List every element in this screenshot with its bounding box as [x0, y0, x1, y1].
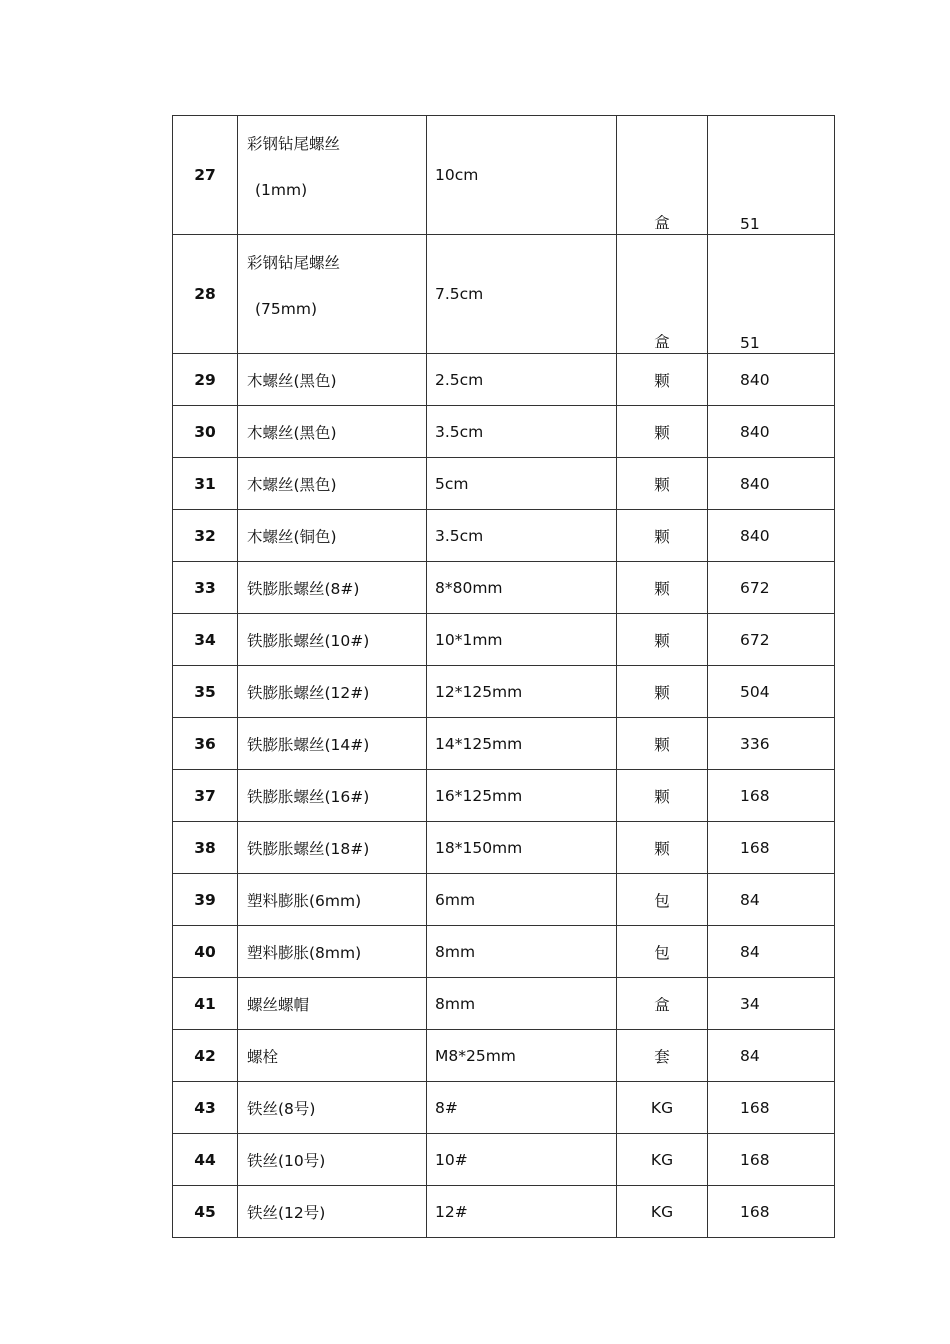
item-spec: 5cm	[427, 458, 617, 510]
item-quantity: 84	[708, 874, 835, 926]
item-number: 35	[173, 666, 238, 718]
item-number: 40	[173, 926, 238, 978]
item-name: 铁膨胀螺丝(18#)	[238, 822, 427, 874]
item-name: 螺丝螺帽	[238, 978, 427, 1030]
item-unit: 套	[617, 1030, 708, 1082]
item-spec: 12#	[427, 1186, 617, 1238]
item-name: 螺栓	[238, 1030, 427, 1082]
table-row	[173, 235, 835, 354]
item-number: 45	[173, 1186, 238, 1238]
item-unit: 盒	[617, 978, 708, 1030]
item-spec: 8mm	[427, 926, 617, 978]
item-unit: KG	[617, 1134, 708, 1186]
table-row	[173, 1134, 835, 1186]
item-number: 34	[173, 614, 238, 666]
item-name-note: (75mm)	[255, 300, 318, 318]
item-number: 36	[173, 718, 238, 770]
item-number: 33	[173, 562, 238, 614]
item-name: 铁膨胀螺丝(14#)	[238, 718, 427, 770]
item-spec: 10cm	[427, 116, 617, 235]
item-quantity: 672	[708, 562, 835, 614]
item-name: 铁膨胀螺丝(12#)	[238, 666, 427, 718]
item-spec: 2.5cm	[427, 354, 617, 406]
item-name-main: 彩钢钻尾螺丝	[247, 254, 341, 272]
item-number: 44	[173, 1134, 238, 1186]
item-quantity: 84	[708, 926, 835, 978]
item-name: 木螺丝(黑色)	[238, 406, 427, 458]
table-row	[173, 406, 835, 458]
item-spec: 10#	[427, 1134, 617, 1186]
item-unit: 包	[617, 926, 708, 978]
item-quantity: 84	[708, 1030, 835, 1082]
item-number: 32	[173, 510, 238, 562]
item-quantity: 168	[708, 770, 835, 822]
item-unit: 颗	[617, 666, 708, 718]
item-unit: 颗	[617, 562, 708, 614]
item-quantity: 168	[708, 1082, 835, 1134]
item-quantity: 51	[708, 235, 835, 354]
table-row	[173, 354, 835, 406]
table-row	[173, 1082, 835, 1134]
item-unit: 盒	[617, 116, 708, 235]
item-name	[238, 235, 427, 354]
item-quantity: 34	[708, 978, 835, 1030]
item-name: 木螺丝(黑色)	[238, 354, 427, 406]
item-unit: 颗	[617, 406, 708, 458]
table-row	[173, 510, 835, 562]
item-quantity: 168	[708, 822, 835, 874]
table-row	[173, 1030, 835, 1082]
item-number: 29	[173, 354, 238, 406]
item-quantity: 504	[708, 666, 835, 718]
item-spec: 12*125mm	[427, 666, 617, 718]
table-row	[173, 458, 835, 510]
item-quantity: 168	[708, 1134, 835, 1186]
item-quantity: 168	[708, 1186, 835, 1238]
table-row	[173, 1186, 835, 1238]
item-unit: 颗	[617, 510, 708, 562]
item-quantity: 51	[708, 116, 835, 235]
table-row	[173, 926, 835, 978]
table-row	[173, 718, 835, 770]
item-unit: 颗	[617, 770, 708, 822]
item-number: 27	[173, 116, 238, 235]
item-quantity: 840	[708, 406, 835, 458]
item-spec: 8mm	[427, 978, 617, 1030]
materials-table	[172, 115, 835, 1238]
item-quantity: 672	[708, 614, 835, 666]
item-unit: 颗	[617, 614, 708, 666]
item-quantity: 840	[708, 458, 835, 510]
item-quantity: 336	[708, 718, 835, 770]
item-unit: 颗	[617, 354, 708, 406]
item-name: 铁膨胀螺丝(16#)	[238, 770, 427, 822]
item-number: 37	[173, 770, 238, 822]
table-row	[173, 978, 835, 1030]
item-number: 39	[173, 874, 238, 926]
item-spec: 18*150mm	[427, 822, 617, 874]
item-name: 铁丝(12号)	[238, 1186, 427, 1238]
item-spec: 16*125mm	[427, 770, 617, 822]
item-unit: 颗	[617, 458, 708, 510]
item-spec: M8*25mm	[427, 1030, 617, 1082]
item-number: 31	[173, 458, 238, 510]
item-number: 30	[173, 406, 238, 458]
item-spec: 6mm	[427, 874, 617, 926]
item-name: 铁丝(10号)	[238, 1134, 427, 1186]
table-row	[173, 822, 835, 874]
item-unit: 盒	[617, 235, 708, 354]
item-quantity: 840	[708, 510, 835, 562]
item-name-note: (1mm)	[255, 181, 308, 199]
item-spec: 8#	[427, 1082, 617, 1134]
item-spec: 3.5cm	[427, 510, 617, 562]
table-row	[173, 562, 835, 614]
table-row	[173, 614, 835, 666]
item-spec: 14*125mm	[427, 718, 617, 770]
item-unit: KG	[617, 1186, 708, 1238]
item-unit: KG	[617, 1082, 708, 1134]
item-number: 43	[173, 1082, 238, 1134]
item-unit: 包	[617, 874, 708, 926]
item-name: 铁膨胀螺丝(8#)	[238, 562, 427, 614]
item-number: 38	[173, 822, 238, 874]
table-row	[173, 770, 835, 822]
item-name: 铁丝(8号)	[238, 1082, 427, 1134]
table-row	[173, 116, 835, 235]
item-name: 塑料膨胀(6mm)	[238, 874, 427, 926]
item-spec: 8*80mm	[427, 562, 617, 614]
item-unit: 颗	[617, 822, 708, 874]
item-number: 41	[173, 978, 238, 1030]
item-unit: 颗	[617, 718, 708, 770]
item-name: 铁膨胀螺丝(10#)	[238, 614, 427, 666]
item-name	[238, 116, 427, 235]
item-quantity: 840	[708, 354, 835, 406]
item-number: 28	[173, 235, 238, 354]
item-spec: 10*1mm	[427, 614, 617, 666]
item-name: 木螺丝(黑色)	[238, 458, 427, 510]
item-name: 塑料膨胀(8mm)	[238, 926, 427, 978]
item-name-main: 彩钢钻尾螺丝	[247, 135, 341, 153]
item-spec: 3.5cm	[427, 406, 617, 458]
table-row	[173, 874, 835, 926]
item-spec: 7.5cm	[427, 235, 617, 354]
item-number: 42	[173, 1030, 238, 1082]
table-row	[173, 666, 835, 718]
item-name: 木螺丝(铜色)	[238, 510, 427, 562]
